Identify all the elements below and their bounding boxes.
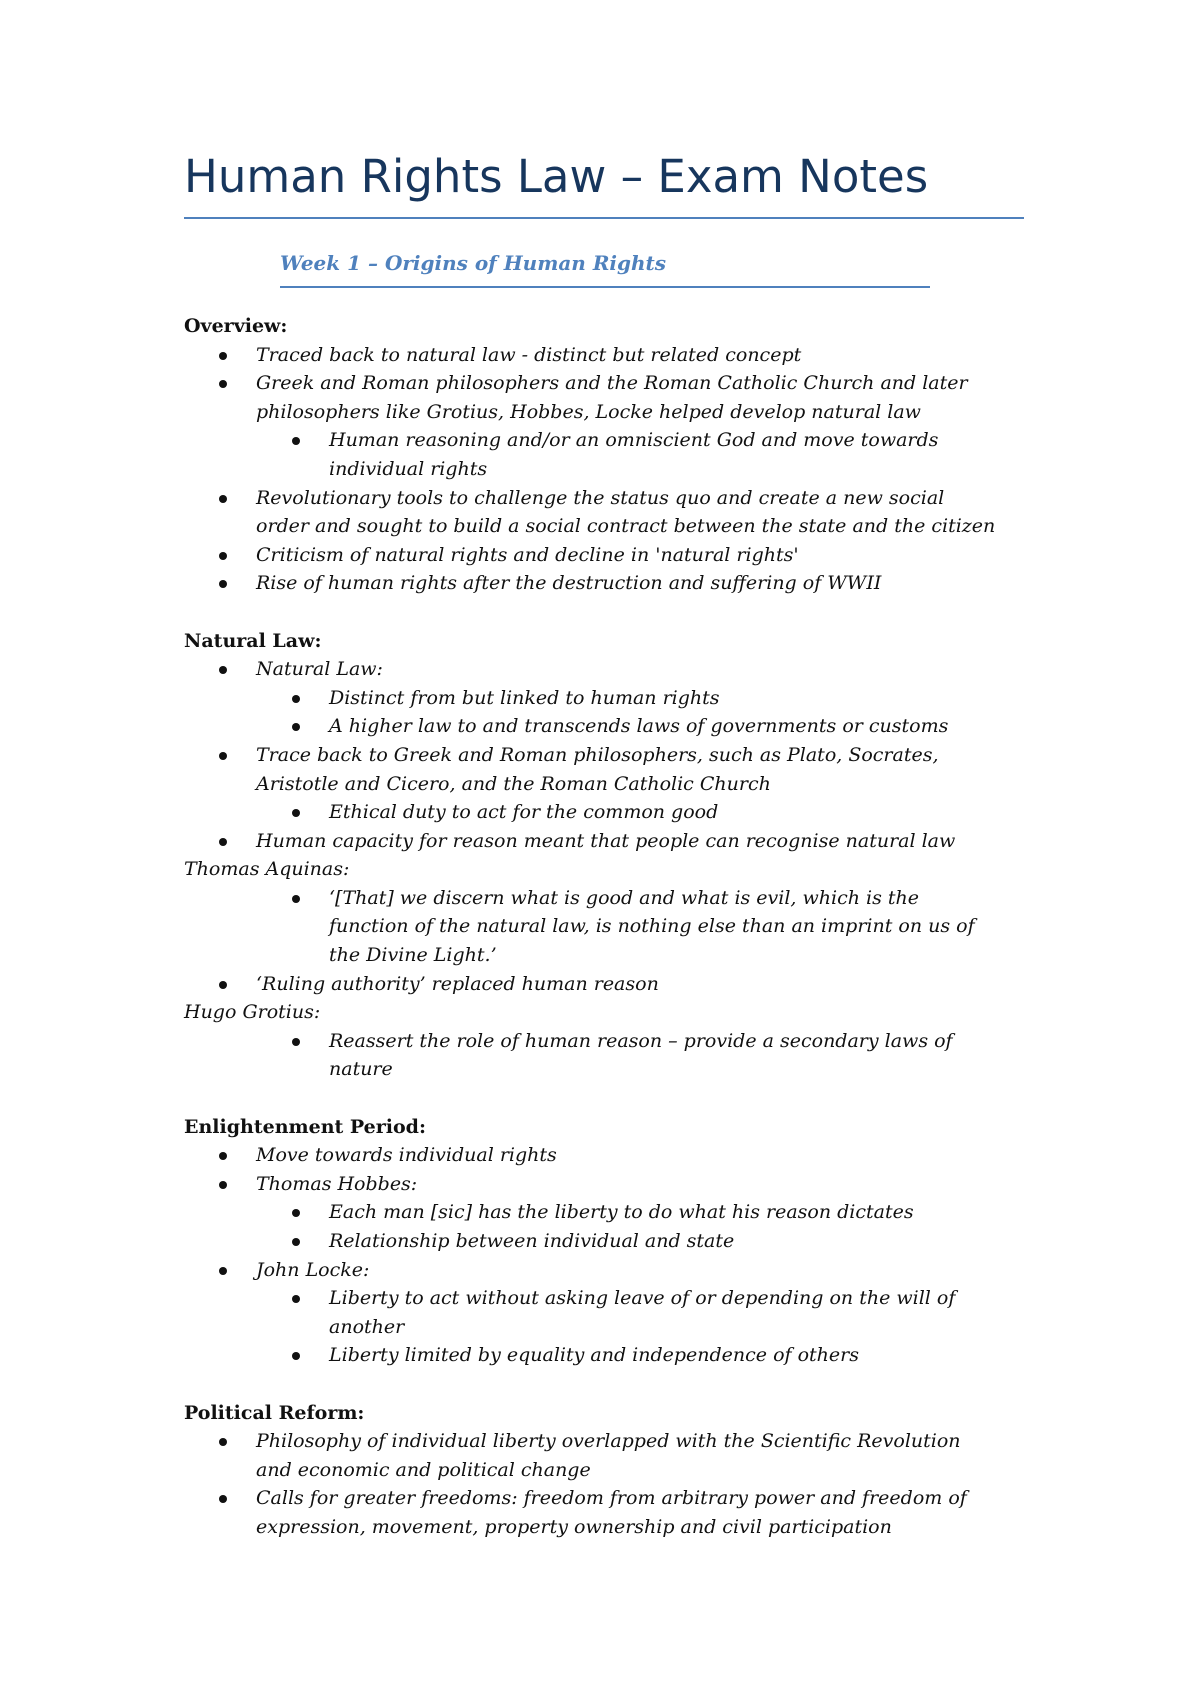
overview-section xyxy=(184,312,1044,598)
bullet-icon xyxy=(292,723,300,731)
natural-law-section xyxy=(184,627,1044,1085)
sub-bullet-item xyxy=(184,1198,1044,1227)
bullet-text: Aristotle and Cicero, and the Roman Catholic Church xyxy=(256,772,771,795)
section-heading: Overview: xyxy=(184,315,288,337)
paragraph-spacer xyxy=(184,1084,1044,1113)
bullet-text: Philosophy of individual liberty overlapped with the Scientific Revolution xyxy=(256,1430,961,1453)
bullet-text: another xyxy=(329,1315,405,1338)
bullet-item xyxy=(184,341,1044,370)
bullet-icon xyxy=(292,437,300,445)
bullet-item xyxy=(184,541,1044,570)
grotius-label: Hugo Grotius: xyxy=(184,1001,321,1024)
bullet-text: nature xyxy=(329,1058,393,1081)
bullet-text: Thomas Hobbes: xyxy=(256,1172,418,1195)
bullet-icon xyxy=(292,1295,300,1303)
bullet-icon xyxy=(219,1438,227,1446)
bullet-icon xyxy=(219,1495,227,1503)
bullet-text: Ethical duty to act for the common good xyxy=(329,801,719,824)
bullet-text: Greek and Roman philosophers and the Roman Catholic Church and later xyxy=(256,372,968,395)
sub-bullet-item xyxy=(184,884,1044,970)
bullet-text: Natural Law: xyxy=(256,658,383,681)
bullet-icon xyxy=(219,495,227,503)
bullet-icon xyxy=(219,666,227,674)
bullet-text: Liberty to act without asking leave of or depending on the will of xyxy=(329,1287,956,1310)
sub-bullet-item xyxy=(184,798,1044,827)
bullet-text: Distinct from but linked to human rights xyxy=(329,686,720,709)
sub-bullet-item xyxy=(184,426,1044,483)
bullet-icon xyxy=(292,1209,300,1217)
bullet-item xyxy=(184,970,1044,999)
bullet-icon xyxy=(292,695,300,703)
bullet-item xyxy=(184,1141,1044,1170)
bullet-text: and economic and political change xyxy=(256,1458,591,1481)
bullet-text: Liberty limited by equality and independence of others xyxy=(329,1344,859,1367)
bullet-item xyxy=(184,1170,1044,1199)
sub-bullet-item xyxy=(184,1227,1044,1256)
document-title: Human Rights Law – Exam Notes xyxy=(184,150,929,203)
bullet-text: Trace back to Greek and Roman philosophers, such as Plato, Socrates, xyxy=(256,743,939,766)
bullet-text: Each man [sic] has the liberty to do what his reason dictates xyxy=(329,1201,914,1224)
bullet-icon xyxy=(292,1352,300,1360)
subtitle-underline xyxy=(280,286,930,288)
sub-bullet-item xyxy=(184,1027,1044,1084)
bullet-item xyxy=(184,741,1044,798)
bullet-item xyxy=(184,484,1044,541)
section-heading: Natural Law: xyxy=(184,629,322,652)
aquinas-label: Thomas Aquinas: xyxy=(184,858,350,881)
bullet-item xyxy=(184,1256,1044,1285)
bullet-icon xyxy=(219,380,227,388)
bullet-text: order and sought to build a social contract between the state and the citizen xyxy=(256,515,996,538)
bullet-text: A higher law to and transcends laws of governments or customs xyxy=(329,715,949,738)
bullet-icon xyxy=(219,352,227,360)
bullet-icon xyxy=(219,552,227,560)
political-reform-section xyxy=(184,1399,1044,1542)
bullet-item xyxy=(184,827,1044,856)
bullet-icon xyxy=(219,981,227,989)
week-subtitle: Week 1 – Origins of Human Rights xyxy=(280,251,667,275)
bullet-icon xyxy=(219,752,227,760)
sub-bullet-item xyxy=(184,1341,1044,1370)
bullet-text: ‘Ruling authority’ replaced human reason xyxy=(256,972,659,995)
bullet-icon xyxy=(292,1238,300,1246)
bullet-text: Human reasoning and/or an omniscient God and move towards xyxy=(329,429,939,452)
bullet-item xyxy=(184,655,1044,684)
bullet-icon xyxy=(219,580,227,588)
bullet-icon xyxy=(219,1267,227,1275)
bullet-text: Human capacity for reason meant that people can recognise natural law xyxy=(256,829,956,852)
bullet-text: Rise of human rights after the destruction and suffering of WWII xyxy=(256,572,882,595)
bullet-text: Criticism of natural rights and decline in 'natural rights' xyxy=(256,543,799,566)
bullet-text: Reassert the role of human reason – provide a secondary laws of xyxy=(329,1029,953,1052)
bullet-icon xyxy=(219,838,227,846)
bullet-text: expression, movement, property ownership and civil participation xyxy=(256,1515,892,1538)
bullet-text: individual rights xyxy=(329,457,488,480)
bullet-text: philosophers like Grotius, Hobbes, Locke helped develop natural law xyxy=(256,400,921,423)
bullet-text: Calls for greater freedoms: freedom from arbitrary power and freedom of xyxy=(256,1487,967,1510)
paragraph-spacer xyxy=(184,1370,1044,1399)
section-heading: Political Reform: xyxy=(184,1401,365,1424)
enlightenment-section xyxy=(184,1113,1044,1370)
bullet-item xyxy=(184,369,1044,426)
bullet-icon xyxy=(219,1181,227,1189)
paragraph-spacer xyxy=(184,598,1044,627)
bullet-icon xyxy=(292,809,300,817)
bullet-item xyxy=(184,1484,1044,1541)
bullet-text: Revolutionary tools to challenge the status quo and create a new social xyxy=(256,486,945,509)
bullet-text: Traced back to natural law - distinct but related concept xyxy=(256,343,802,366)
sub-bullet-item xyxy=(184,712,1044,741)
bullet-item xyxy=(184,569,1044,598)
bullet-text: Move towards individual rights xyxy=(256,1144,557,1167)
bullet-text: John Locke: xyxy=(256,1258,370,1281)
bullet-icon xyxy=(292,895,300,903)
sub-bullet-item xyxy=(184,684,1044,713)
bullet-icon xyxy=(219,1152,227,1160)
bullet-text: the Divine Light.’ xyxy=(329,944,497,967)
title-underline xyxy=(184,217,1024,219)
bullet-text: Relationship between individual and state xyxy=(329,1230,735,1252)
sub-bullet-item xyxy=(184,1284,1044,1341)
bullet-item xyxy=(184,1427,1044,1484)
section-heading: Enlightenment Period: xyxy=(184,1115,426,1138)
bullet-text: ‘[That] we discern what is good and what is evil, which is the xyxy=(329,886,919,909)
bullet-text: function of the natural law, is nothing else than an imprint on us of xyxy=(329,915,975,938)
bullet-icon xyxy=(292,1038,300,1046)
document-body xyxy=(184,312,1044,1542)
